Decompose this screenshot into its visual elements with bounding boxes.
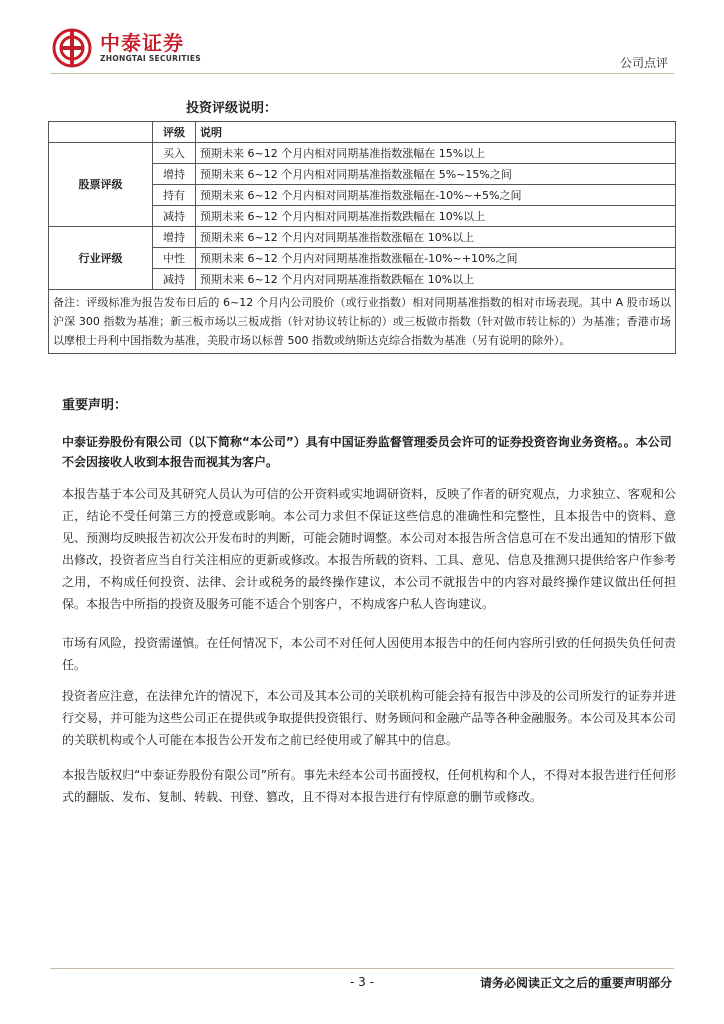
disclaimer-qualification: 中泰证券股份有限公司（以下简称“本公司”）具有中国证券监督管理委员会许可的证券投资咨询业务资格。。本公司不会因接收人收到本报告而视其为客户。 bbox=[62, 435, 672, 469]
rating-level: 增持 bbox=[153, 227, 196, 248]
rating-desc: 预期未来 6~12 个月内相对同期基准指数跌幅在 10%以上 bbox=[196, 206, 676, 227]
disclaimer-paragraph: 市场有风险，投资需谨慎。在任何情况下，本公司不对任何人因使用本报告中的任何内容所引致的任何损失负任何责任。 bbox=[62, 636, 676, 672]
disclaimer-paragraph: 本报告基于本公司及其研究人员认为可信的公开资料或实地调研资料，反映了作者的研究观点，力求独立、客观和公正，结论不受任何第三方的授意或影响。本公司力求但不保证这些信息的准确性和完整性，且本报告中的资料、意见、预测均反映报告初次公开发布时的判断，可能会随时调整。本公司对本报告所含信息可在不发出通知的情形下做出修改，投资者应当自行关注相应的更新或修改。本报告所载的资料、工具、意见、信息及推测只提供给客户作参考之用，不构成任何投资、法律、会计或税务的最终操作建议，本公司不就报告中的内容对最终操作建议做出任何担保。本报告中所指的投资及服务可能不适合个别客户，不构成客户私人咨询建议。 bbox=[62, 487, 676, 611]
table-header-empty bbox=[49, 122, 153, 143]
table-header-desc: 说明 bbox=[196, 122, 676, 143]
disclaimer-paragraph: 投资者应注意，在法律允许的情况下，本公司及其本公司的关联机构可能会持有报告中涉及的公司所发行的证券并进行交易，并可能为这些公司正在提供或争取提供投资银行、财务顾问和金融产品等各种金融服务。本公司及其本公司的关联机构或个人可能在本报告公开发布之前已经使用或了解其中的信息。 bbox=[62, 689, 676, 747]
header-divider bbox=[50, 73, 674, 74]
rating-desc: 预期未来 6~12 个月内对同期基准指数跌幅在 10%以上 bbox=[196, 269, 676, 290]
rating-level: 持有 bbox=[153, 185, 196, 206]
logo-english-name: ZHONGTAI SECURITIES bbox=[100, 54, 201, 63]
table-header-level: 评级 bbox=[153, 122, 196, 143]
table-header-row bbox=[49, 122, 676, 143]
rating-desc: 预期未来 6~12 个月内相对同期基准指数涨幅在 15%以上 bbox=[196, 143, 676, 164]
zhongtai-logo-icon bbox=[52, 28, 92, 68]
rating-level: 减持 bbox=[153, 206, 196, 227]
disclaimer-title: 重要声明： bbox=[62, 398, 128, 413]
rating-level: 中性 bbox=[153, 248, 196, 269]
rating-desc: 预期未来 6~12 个月内相对同期基准指数涨幅在 5%~15%之间 bbox=[196, 164, 676, 185]
stock-rating-label: 股票评级 bbox=[49, 143, 153, 227]
rating-level: 买入 bbox=[153, 143, 196, 164]
company-logo bbox=[52, 28, 201, 68]
rating-level: 减持 bbox=[153, 269, 196, 290]
rating-desc: 预期未来 6~12 个月内相对同期基准指数涨幅在-10%~+5%之间 bbox=[196, 185, 676, 206]
document-type: 公司点评 bbox=[619, 56, 668, 70]
table-row bbox=[49, 227, 676, 248]
footer-notice: 请务必阅读正文之后的重要声明部分 bbox=[479, 976, 672, 990]
industry-rating-label: 行业评级 bbox=[49, 227, 153, 290]
footer-divider bbox=[50, 968, 674, 969]
disclaimer-paragraph: 本报告版权归“中泰证券股份有限公司”所有。事先未经本公司书面授权，任何机构和个人，不得对本报告进行任何形式的翻版、发布、复制、转载、刊登、篡改，且不得对本报告进行有悖原意的删节或修改。 bbox=[62, 768, 676, 804]
rating-note: 备注：评级标准为报告发布日后的 6~12 个月内公司股价（或行业指数）相对同期基准指数的相对市场表现。其中 A 股市场以沪深 300 指数为基准；新三板市场以三板成指（针对协议转让标的）或三板做市指数（针对做市转让标的）为基准；香港市场以摩根士丹利中国指数为基准，美股市场以标普 500 指数或纳斯达克综合指数为基准（另有说明的除外）。 bbox=[49, 290, 676, 354]
rating-level: 增持 bbox=[153, 164, 196, 185]
table-row bbox=[49, 290, 676, 354]
rating-table bbox=[48, 121, 676, 354]
page-number: - 3 - bbox=[350, 975, 374, 989]
rating-desc: 预期未来 6~12 个月内对同期基准指数涨幅在 10%以上 bbox=[196, 227, 676, 248]
rating-desc: 预期未来 6~12 个月内对同期基准指数涨幅在-10%~+10%之间 bbox=[196, 248, 676, 269]
table-row bbox=[49, 143, 676, 164]
logo-chinese-name: 中泰证券 bbox=[100, 31, 184, 55]
rating-section-title: 投资评级说明： bbox=[186, 101, 278, 116]
